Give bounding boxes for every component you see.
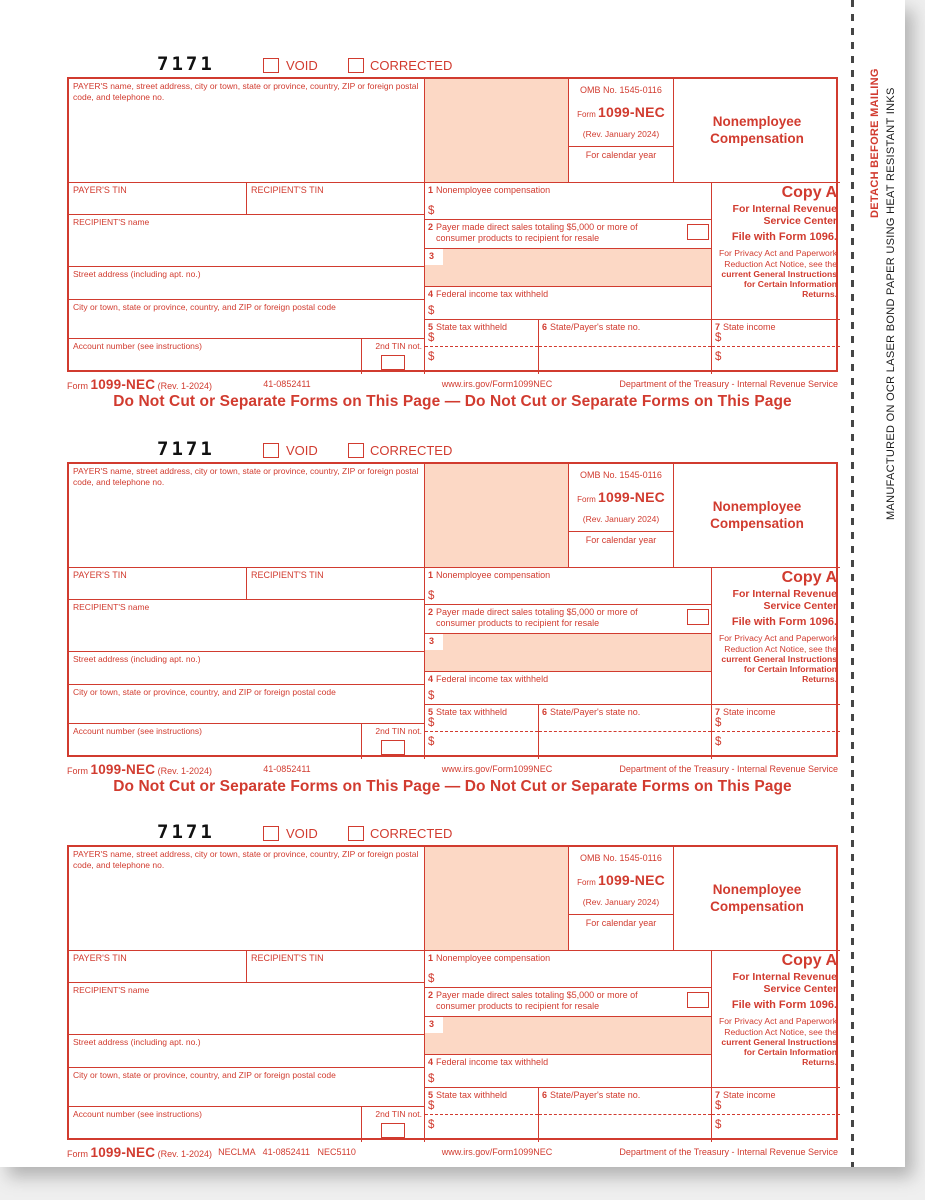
city-label: City or town, state or province, country, and ZIP or foreign postal code	[73, 687, 336, 697]
second-tin-cell	[362, 339, 425, 374]
box6-divider	[539, 1114, 711, 1115]
payer-tin-label: PAYER'S TIN	[73, 953, 127, 963]
box4-federal-tax-withheld-field[interactable]	[425, 287, 712, 320]
copy-a-file: File with Form 1096.	[731, 998, 837, 1011]
account-number-field[interactable]	[69, 339, 362, 374]
omb-box	[569, 847, 674, 951]
box2-checkbox[interactable]	[687, 992, 709, 1008]
omb-box	[569, 79, 674, 183]
second-tin-cell	[362, 724, 425, 759]
payer-info-label: PAYER'S name, street address, city or town, state or province, country, ZIP or foreign postal code, and telephone no.	[73, 81, 419, 102]
revision-label: (Rev. January 2024)	[582, 897, 660, 908]
form-1099-nec	[67, 845, 838, 1140]
box7-dollar-sign-top: $	[715, 717, 722, 729]
box5-divider	[425, 346, 538, 347]
box3-shaded-field	[425, 634, 712, 672]
form-footer	[67, 760, 838, 778]
form-word: Form	[577, 110, 596, 120]
form-code-7171: 7171	[157, 821, 215, 843]
box7-dollar-sign-top: $	[715, 332, 722, 344]
copy-a-for: For Internal Revenue Service Center	[732, 202, 837, 227]
form-number: 1099-NEC	[597, 489, 665, 506]
box5-label: 5 State tax withheld	[428, 707, 508, 717]
box2-label: 2 Payer made direct sales totaling $5,000 or more of consumer products to recipient for resale	[428, 990, 638, 1012]
void-checkbox[interactable]	[263, 443, 279, 458]
box5-dollar-sign-bottom: $	[428, 1119, 435, 1131]
box6-state-payer-number-field[interactable]	[539, 320, 712, 374]
form-number-line	[577, 872, 665, 890]
box5-label: 5 State tax withheld	[428, 1090, 508, 1100]
second-tin-checkbox[interactable]	[381, 355, 405, 370]
perforation-dashed-line	[851, 0, 854, 1167]
payer-tin-field[interactable]	[69, 951, 247, 983]
box3-shaded-field	[425, 249, 712, 287]
box1-label: 1 Nonemployee compensation	[428, 953, 551, 963]
recipient-tin-label: RECIPIENT'S TIN	[251, 185, 324, 195]
box4-federal-tax-withheld-field[interactable]	[425, 1055, 712, 1088]
privacy-notice: For Privacy Act and Paperwork Reduction Act Notice, see the current General Instructions for Certain Information Returns.	[719, 248, 837, 300]
payer-info-field[interactable]	[69, 464, 425, 568]
box5-divider	[425, 731, 538, 732]
form-header-row	[67, 55, 838, 77]
form-1099-nec	[67, 462, 838, 757]
form-footer	[67, 375, 838, 393]
box1-label: 1 Nonemployee compensation	[428, 185, 551, 195]
city-field[interactable]	[69, 300, 425, 339]
omb-number: OMB No. 1545-0116	[580, 469, 662, 480]
calendar-year-field[interactable]: For calendar year	[585, 535, 657, 545]
city-label: City or town, state or province, country, and ZIP or foreign postal code	[73, 302, 336, 312]
copy-a-title: Copy A	[781, 569, 837, 586]
payer-info-field[interactable]	[69, 847, 425, 951]
box1-dollar-sign: $	[428, 204, 435, 217]
form-code-7171: 7171	[157, 438, 215, 460]
omb-number: OMB No. 1545-0116	[580, 852, 662, 863]
box5-state-tax-withheld-field[interactable]	[425, 705, 539, 759]
payer-tin-label: PAYER'S TIN	[73, 185, 127, 195]
second-tin-checkbox[interactable]	[381, 740, 405, 755]
copy-a-file: File with Form 1096.	[731, 230, 837, 243]
box2-checkbox[interactable]	[687, 224, 709, 240]
title-area	[674, 79, 840, 183]
box5-state-tax-withheld-field[interactable]	[425, 320, 539, 374]
recipient-tin-field[interactable]	[247, 951, 425, 983]
street-address-field[interactable]	[69, 267, 425, 300]
box7-dollar-sign-bottom: $	[715, 351, 722, 363]
shaded-header-box	[425, 464, 569, 568]
second-tin-label: 2nd TIN not.	[375, 726, 422, 736]
title-area	[674, 847, 840, 951]
form-title: Nonemployee Compensation	[710, 498, 804, 531]
copy-a-for: For Internal Revenue Service Center	[732, 587, 837, 612]
box7-dollar-sign-top: $	[715, 1100, 722, 1112]
box7-divider	[712, 346, 840, 347]
box3-shaded-field	[425, 1017, 712, 1055]
recipient-tin-label: RECIPIENT'S TIN	[251, 953, 324, 963]
city-label: City or town, state or province, country, and ZIP or foreign postal code	[73, 1070, 336, 1080]
void-label: VOID	[286, 58, 318, 73]
city-field[interactable]	[69, 1068, 425, 1107]
box5-divider	[425, 1114, 538, 1115]
box5-dollar-sign-top: $	[428, 1100, 435, 1112]
account-number-label: Account number (see instructions)	[73, 1109, 202, 1119]
recipient-name-field[interactable]	[69, 983, 425, 1035]
form-header-row	[67, 823, 838, 845]
account-number-field[interactable]	[69, 1107, 362, 1142]
box5-state-tax-withheld-field[interactable]	[425, 1088, 539, 1142]
street-address-field[interactable]	[69, 652, 425, 685]
recipient-name-label: RECIPIENT'S name	[73, 602, 150, 612]
copy-a-title: Copy A	[781, 184, 837, 201]
box5-dollar-sign-top: $	[428, 717, 435, 729]
form-1099-nec	[67, 77, 838, 372]
title-area	[674, 464, 840, 568]
street-address-label: Street address (including apt. no.)	[73, 654, 201, 664]
footer-catalog-numbers: 41-0852411	[263, 379, 311, 389]
payer-tin-field[interactable]	[69, 183, 247, 215]
copy-a-title: Copy A	[781, 952, 837, 969]
city-field[interactable]	[69, 685, 425, 724]
recipient-tin-label: RECIPIENT'S TIN	[251, 570, 324, 580]
account-number-label: Account number (see instructions)	[73, 341, 202, 351]
manufactured-ink-text: MANUFACTURED ON OCR LASER BOND PAPER USING HEAT RESISTANT INKS	[885, 87, 897, 520]
privacy-notice: For Privacy Act and Paperwork Reduction Act Notice, see the current General Instructions for Certain Information Returns.	[719, 633, 837, 685]
revision-label: (Rev. January 2024)	[582, 514, 660, 525]
do-not-cut-warning: Do Not Cut or Separate Forms on This Page — Do Not Cut or Separate Forms on This Page	[113, 778, 792, 795]
box2-direct-sales-field	[425, 988, 712, 1017]
box7-dollar-sign-bottom: $	[715, 1119, 722, 1131]
copy-a-block	[712, 568, 840, 705]
form-copy-2	[67, 440, 838, 826]
void-label: VOID	[286, 443, 318, 458]
box2-checkbox[interactable]	[687, 609, 709, 625]
footer-form-id: Form 1099-NEC (Rev. 1-2024)	[67, 377, 213, 392]
form-code-7171: 7171	[157, 53, 215, 75]
corrected-label: CORRECTED	[370, 443, 453, 458]
box4-dollar-sign: $	[428, 689, 435, 702]
do-not-cut-warning: Do Not Cut or Separate Forms on This Page — Do Not Cut or Separate Forms on This Page	[113, 393, 792, 410]
box4-dollar-sign: $	[428, 1072, 435, 1085]
revision-label: (Rev. January 2024)	[582, 129, 660, 140]
box6-label: 6 State/Payer's state no.	[542, 707, 641, 717]
footer-irs-url[interactable]: www.irs.gov/Form1099NEC	[441, 764, 553, 774]
box4-label: 4 Federal income tax withheld	[428, 289, 549, 299]
box2-direct-sales-field	[425, 220, 712, 249]
payer-tin-label: PAYER'S TIN	[73, 570, 127, 580]
box4-label: 4 Federal income tax withheld	[428, 1057, 549, 1067]
box1-nonemployee-compensation-field[interactable]	[425, 951, 712, 988]
box2-label: 2 Payer made direct sales totaling $5,000 or more of consumer products to recipient for resale	[428, 607, 638, 629]
shaded-header-box	[425, 847, 569, 951]
footer-treasury-dept: Department of the Treasury - Internal Revenue Service	[619, 764, 838, 774]
copy-a-block	[712, 183, 840, 320]
form-number: 1099-NEC	[597, 872, 665, 889]
street-address-field[interactable]	[69, 1035, 425, 1068]
box3-number: 3	[425, 1017, 443, 1033]
recipient-name-label: RECIPIENT'S name	[73, 217, 150, 227]
box1-label: 1 Nonemployee compensation	[428, 570, 551, 580]
detach-before-mailing-text: DETACH BEFORE MAILING	[869, 68, 881, 218]
recipient-name-field[interactable]	[69, 600, 425, 652]
box6-state-payer-number-field[interactable]	[539, 1088, 712, 1142]
payer-info-label: PAYER'S name, street address, city or town, state or province, country, ZIP or foreign postal code, and telephone no.	[73, 849, 419, 870]
box2-label: 2 Payer made direct sales totaling $5,000 or more of consumer products to recipient for resale	[428, 222, 638, 244]
corrected-checkbox[interactable]	[348, 58, 364, 73]
form-number-line	[577, 489, 665, 507]
box4-federal-tax-withheld-field[interactable]	[425, 672, 712, 705]
form-word: Form	[577, 495, 596, 505]
box6-divider	[539, 346, 711, 347]
account-number-label: Account number (see instructions)	[73, 726, 202, 736]
second-tin-cell	[362, 1107, 425, 1142]
footer-form-id: Form 1099-NEC (Rev. 1-2024)	[67, 1145, 213, 1160]
footer-catalog-numbers: 41-0852411	[263, 764, 311, 774]
box7-label: 7 State income	[715, 1090, 776, 1100]
omb-top	[569, 464, 673, 532]
calendar-year-field[interactable]: For calendar year	[585, 150, 657, 160]
form-number: 1099-NEC	[597, 104, 665, 121]
omb-number: OMB No. 1545-0116	[580, 84, 662, 95]
street-address-label: Street address (including apt. no.)	[73, 1037, 201, 1047]
omb-box	[569, 464, 674, 568]
copy-a-file: File with Form 1096.	[731, 615, 837, 628]
box6-label: 6 State/Payer's state no.	[542, 322, 641, 332]
box1-dollar-sign: $	[428, 972, 435, 985]
corrected-checkbox[interactable]	[348, 443, 364, 458]
recipient-tin-field[interactable]	[247, 568, 425, 600]
footer-irs-url[interactable]: www.irs.gov/Form1099NEC	[441, 379, 553, 389]
box7-label: 7 State income	[715, 322, 776, 332]
shaded-header-box	[425, 79, 569, 183]
box7-divider	[712, 731, 840, 732]
box4-dollar-sign: $	[428, 304, 435, 317]
void-checkbox[interactable]	[263, 826, 279, 841]
corrected-label: CORRECTED	[370, 58, 453, 73]
payer-info-label: PAYER'S name, street address, city or town, state or province, country, ZIP or foreign postal code, and telephone no.	[73, 466, 419, 487]
box5-dollar-sign-top: $	[428, 332, 435, 344]
box7-label: 7 State income	[715, 707, 776, 717]
omb-top	[569, 847, 673, 915]
copy-a-block	[712, 951, 840, 1088]
box1-nonemployee-compensation-field[interactable]	[425, 568, 712, 605]
box7-divider	[712, 1114, 840, 1115]
footer-catalog-numbers: NECLMA 41-0852411 NEC5110	[218, 1147, 356, 1157]
box6-label: 6 State/Payer's state no.	[542, 1090, 641, 1100]
recipient-name-label: RECIPIENT'S name	[73, 985, 150, 995]
box3-number: 3	[425, 249, 443, 265]
second-tin-checkbox[interactable]	[381, 1123, 405, 1138]
copy-a-for: For Internal Revenue Service Center	[732, 970, 837, 995]
void-label: VOID	[286, 826, 318, 841]
box7-state-income-field[interactable]	[712, 1088, 840, 1142]
box3-number: 3	[425, 634, 443, 650]
form-title: Nonemployee Compensation	[710, 881, 804, 914]
box7-state-income-field[interactable]	[712, 705, 840, 759]
second-tin-label: 2nd TIN not.	[375, 1109, 422, 1119]
form-copy-1	[67, 55, 838, 441]
omb-top	[569, 79, 673, 147]
payer-tin-field[interactable]	[69, 568, 247, 600]
footer-irs-url[interactable]: www.irs.gov/Form1099NEC	[441, 1147, 553, 1157]
void-checkbox[interactable]	[263, 58, 279, 73]
box1-dollar-sign: $	[428, 589, 435, 602]
form-header-row	[67, 440, 838, 462]
privacy-notice: For Privacy Act and Paperwork Reduction Act Notice, see the current General Instructions for Certain Information Returns.	[719, 1016, 837, 1068]
account-number-field[interactable]	[69, 724, 362, 759]
form-title: Nonemployee Compensation	[710, 113, 804, 146]
footer-treasury-dept: Department of the Treasury - Internal Revenue Service	[619, 1147, 838, 1157]
box6-state-payer-number-field[interactable]	[539, 705, 712, 759]
second-tin-label: 2nd TIN not.	[375, 341, 422, 351]
payer-info-field[interactable]	[69, 79, 425, 183]
box7-dollar-sign-bottom: $	[715, 736, 722, 748]
calendar-year-field[interactable]: For calendar year	[585, 918, 657, 928]
form-word: Form	[577, 878, 596, 888]
box1-nonemployee-compensation-field[interactable]	[425, 183, 712, 220]
box6-divider	[539, 731, 711, 732]
box2-direct-sales-field	[425, 605, 712, 634]
box5-label: 5 State tax withheld	[428, 322, 508, 332]
box7-state-income-field[interactable]	[712, 320, 840, 374]
corrected-checkbox[interactable]	[348, 826, 364, 841]
form-number-line	[577, 104, 665, 122]
box5-dollar-sign-bottom: $	[428, 736, 435, 748]
box4-label: 4 Federal income tax withheld	[428, 674, 549, 684]
corrected-label: CORRECTED	[370, 826, 453, 841]
footer-form-id: Form 1099-NEC (Rev. 1-2024)	[67, 762, 213, 777]
recipient-tin-field[interactable]	[247, 183, 425, 215]
box5-dollar-sign-bottom: $	[428, 351, 435, 363]
footer-treasury-dept: Department of the Treasury - Internal Revenue Service	[619, 379, 838, 389]
form-copy-3	[67, 823, 838, 1163]
recipient-name-field[interactable]	[69, 215, 425, 267]
street-address-label: Street address (including apt. no.)	[73, 269, 201, 279]
form-footer	[67, 1143, 838, 1161]
